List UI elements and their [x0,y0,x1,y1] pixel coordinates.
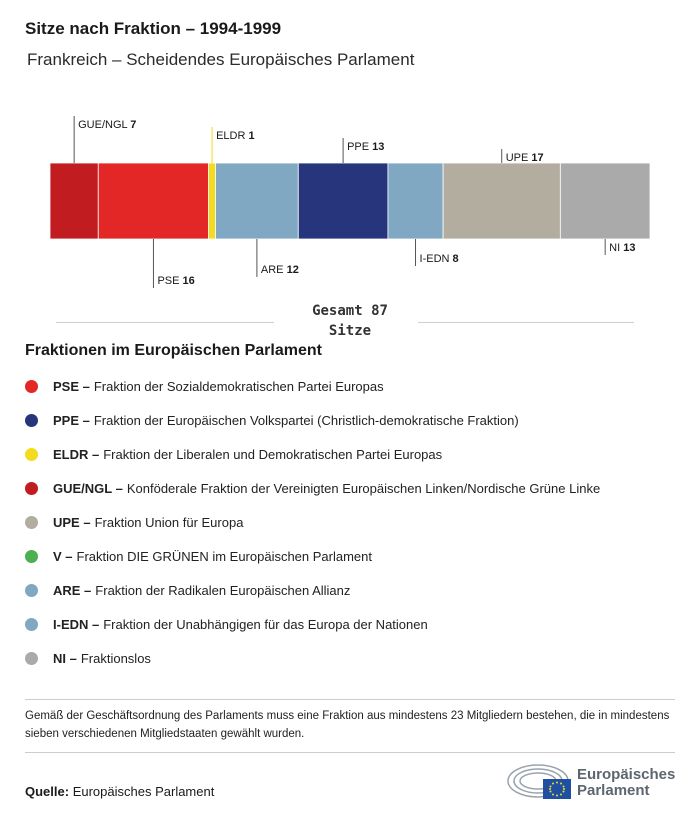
footnote-bottom-rule [25,752,675,753]
legend-text: Fraktionslos [80,650,151,666]
legend-text: Fraktion der Europäischen Volkspartei (Christlich-demokratische Fraktion) [93,412,519,428]
legend-abbr: NI – [53,650,77,666]
legend-abbr: ELDR – [53,446,100,462]
total-line-2: Sitze [328,323,372,339]
legend-text: Fraktion DIE GRÜNEN im Europäischen Parlament [76,548,373,564]
legend [25,369,685,675]
logo-text [577,767,675,799]
footnote-top-rule [25,699,675,700]
legend-color-dot-icon [25,414,38,427]
legend-abbr: I-EDN – [53,616,100,632]
data-label-are: ARE 12 [260,264,299,276]
legend-abbr: PSE – [53,378,90,394]
total-seats [290,301,410,341]
legend-title: Fraktionen im Europäischen Parlament [25,342,322,359]
source-text: Europäisches Parlament [72,784,215,799]
legend-item [25,471,685,505]
legend-abbr: V – [53,548,73,564]
bar-segment-pse [98,163,208,239]
legend-item [25,369,685,403]
legend-item [25,505,685,539]
legend-item [25,437,685,471]
logo-line-1: Europäisches [577,766,676,783]
data-label-pse: PSE 16 [157,275,195,287]
bar-segment-are [216,163,299,239]
bar-segment-upe [443,163,560,239]
total-divider-right [418,322,634,323]
seat-bar-chart [0,100,700,300]
legend-item [25,641,685,675]
data-label-gue-ngl: GUE/NGL 7 [78,119,137,131]
legend-text: Fraktion der Radikalen Europäischen Allianz [95,582,351,598]
chart-subtitle: Frankreich – Scheidendes Europäisches Parlament [27,50,415,69]
legend-item [25,539,685,573]
legend-item [25,607,685,641]
legend-text: Konföderale Fraktion der Vereinigten Europäischen Linken/Nordische Grüne Linke [126,480,601,496]
bar-segment-eldr [209,163,216,239]
legend-abbr: PPE – [53,412,90,428]
bar-segment-ppe [298,163,388,239]
legend-text: Fraktion der Liberalen und Demokratischen Partei Europas [103,446,443,462]
source-label: Quelle: [25,784,70,799]
legend-text: Fraktion der Sozialdemokratischen Partei Europas [93,378,384,394]
legend-abbr: UPE – [53,514,91,530]
data-label-ni: NI 13 [609,242,636,254]
ep-logo [505,761,685,805]
legend-abbr: ARE – [53,582,92,598]
legend-color-dot-icon [25,448,38,461]
data-label-eldr: ELDR 1 [216,130,255,142]
legend-text: Fraktion der Unabhängigen für das Europa der Nationen [103,616,428,632]
legend-color-dot-icon [25,584,38,597]
legend-color-dot-icon [25,380,38,393]
source [25,784,214,799]
chart-title: Sitze nach Fraktion – 1994-1999 [25,19,282,38]
data-label-i-edn: I-EDN 8 [419,253,459,265]
legend-text: Fraktion Union für Europa [94,514,244,530]
legend-item [25,573,685,607]
data-label-upe: UPE 17 [505,152,544,164]
logo-line-2: Parlament [577,782,650,799]
total-line-1: Gesamt 87 [312,303,388,319]
legend-color-dot-icon [25,550,38,563]
parliament-logo-icon [505,761,575,805]
bar-segment-gue-ngl [50,163,98,239]
legend-color-dot-icon [25,652,38,665]
total-divider-left [56,322,274,323]
legend-color-dot-icon [25,516,38,529]
bar-segment-ni [560,163,650,239]
legend-item [25,403,685,437]
data-label-ppe: PPE 13 [347,141,385,153]
legend-color-dot-icon [25,618,38,631]
legend-color-dot-icon [25,482,38,495]
bar-segment-i-edn [388,163,443,239]
legend-abbr: GUE/NGL – [53,480,123,496]
footnote: Gemäß der Geschäftsordnung des Parlaments muss eine Fraktion aus mindestens 23 Mitgliedern bestehen, die in mindestens sieben verschiedenen Mitgliedstaaten gewählt wurden. [25,710,670,740]
